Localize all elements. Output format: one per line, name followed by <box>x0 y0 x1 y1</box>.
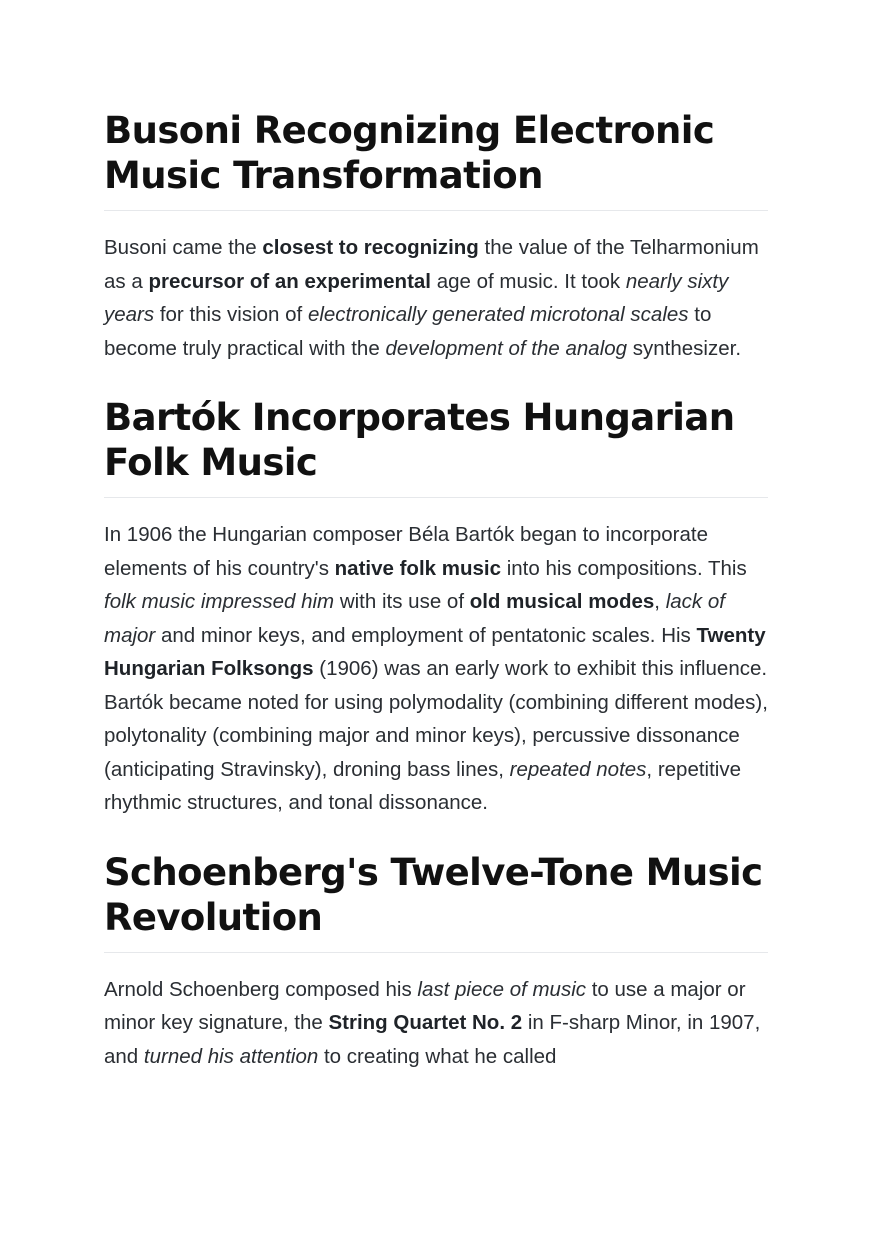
section-heading: Busoni Recognizing Electronic Music Transformation <box>104 108 768 211</box>
section-schoenberg <box>104 850 768 1074</box>
italic-run: lack of major <box>104 590 725 647</box>
text-run: in F-sharp Minor, in 1907, and <box>104 1011 761 1068</box>
bold-run: String Quartet No. 2 <box>328 1011 523 1034</box>
text-run: the value of the Telharmonium as a <box>104 236 759 293</box>
section-paragraph <box>104 518 768 820</box>
text-run: Arnold Schoenberg composed his <box>104 977 418 1001</box>
section-paragraph <box>104 231 768 365</box>
italic-run: folk music impressed him <box>104 590 335 613</box>
section-bartok <box>104 395 768 820</box>
text-run: for this vision of <box>154 303 308 326</box>
section-heading: Schoenberg's Twelve-Tone Music Revolution <box>104 850 768 953</box>
italic-run: electronically generated microtonal scales <box>307 303 689 326</box>
text-run: with its use of <box>334 590 470 613</box>
text-run: into his compositions. This <box>501 556 747 580</box>
bold-run: Twenty Hungarian Folksongs <box>104 623 766 680</box>
text-run: synthesizer. <box>627 336 742 360</box>
italic-run: development of the analog <box>385 336 628 360</box>
article <box>104 108 768 1073</box>
section-paragraph <box>104 973 768 1074</box>
italic-run: last piece of music <box>417 977 587 1001</box>
text-run: to become truly practical with the <box>104 303 712 360</box>
text-run: In 1906 the Hungarian composer Béla Bartók began to incorporate elements of his country's <box>104 523 708 580</box>
text-run: age of music. It took <box>431 269 626 293</box>
text-run: and minor keys, and employment of pentatonic scales. His <box>155 623 697 647</box>
italic-run: repeated notes <box>509 757 647 781</box>
text-run: to use a major or minor key signature, the <box>104 977 746 1034</box>
text-run: , <box>654 590 666 613</box>
bold-run: native folk music <box>334 556 501 580</box>
text-run: , repetitive rhythmic structures, and tonal dissonance. <box>104 757 741 814</box>
bold-run: closest to recognizing <box>262 236 479 259</box>
text-run: (1906) was an early work to exhibit this influence. Bartók became noted for using polymodality (combining different modes), polytonality (combining major and minor keys), percussive dissonance (anticipating Stravinsky), droning bass lines, <box>104 657 768 781</box>
bold-run: precursor of an experimental <box>148 269 431 293</box>
section-busoni <box>104 108 768 365</box>
text-run: Busoni came the <box>104 236 263 259</box>
section-heading: Bartók Incorporates Hungarian Folk Music <box>104 395 768 498</box>
italic-run: turned his attention <box>143 1044 319 1068</box>
text-run: to creating what he called <box>318 1044 557 1068</box>
italic-run: nearly sixty years <box>104 269 729 326</box>
bold-run: old musical modes <box>469 590 655 613</box>
